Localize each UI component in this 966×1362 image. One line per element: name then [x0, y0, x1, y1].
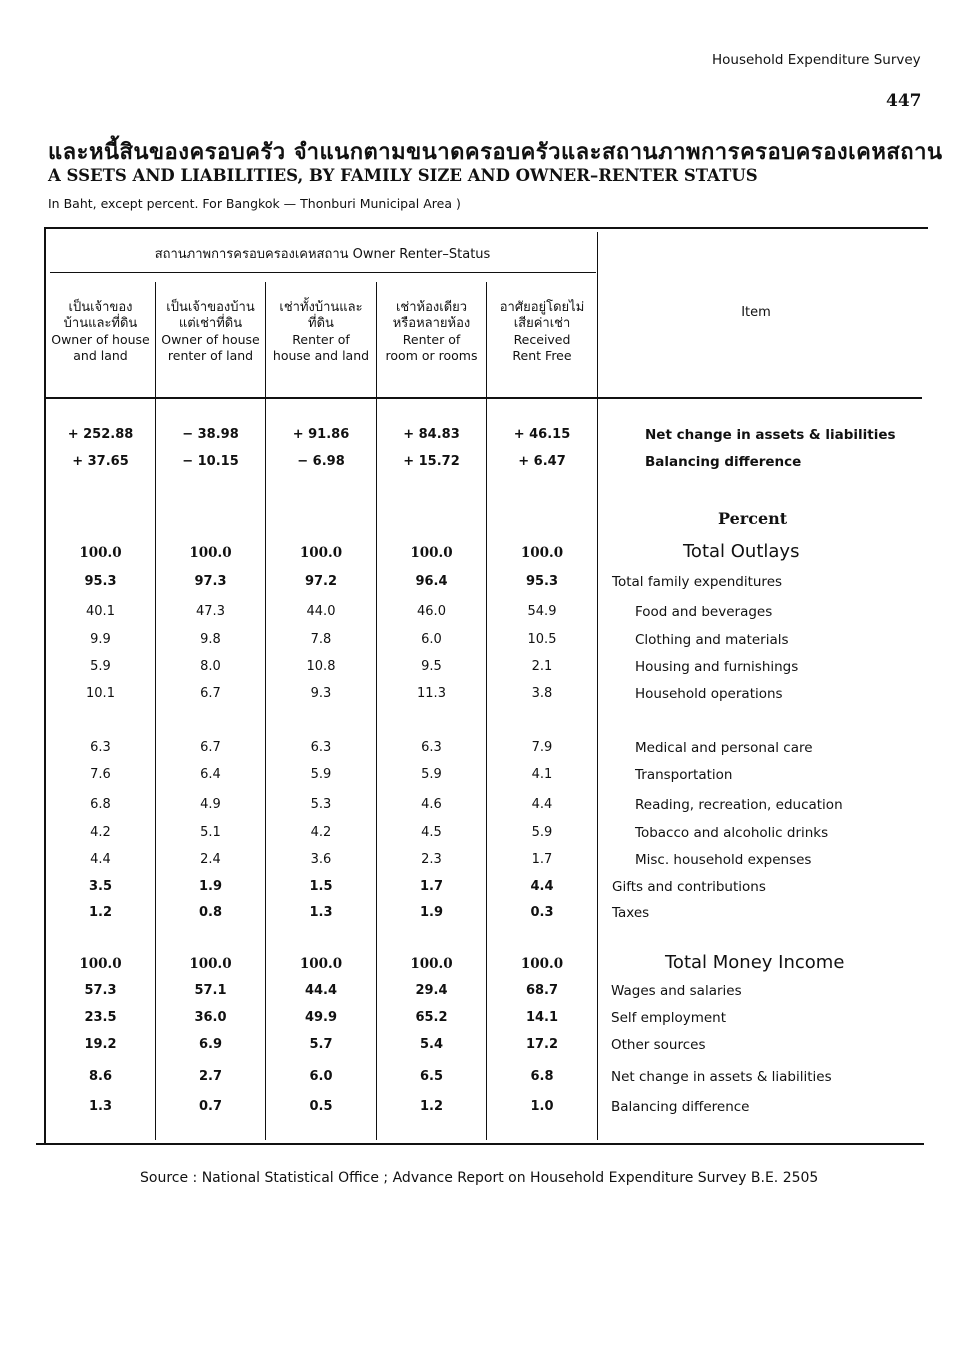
source-note: Source : National Statistical Office ; Advance Report on Household Expenditure Survey B.E. 2505	[140, 1170, 819, 1186]
table-cell: 65.2	[415, 1010, 448, 1025]
table-cell: 100.0	[189, 956, 232, 972]
table-cell: 6.5	[419, 1069, 444, 1084]
row-item-label: Total family expenditures	[612, 574, 783, 590]
table-cell: 6.8	[530, 1069, 554, 1084]
table-cell: 1.3	[309, 905, 333, 920]
status-header: สถานภาพการครอบครองเคหสถาน Owner Renter–Status	[154, 247, 491, 262]
table-cell: 4.4	[531, 797, 553, 812]
table-cell: 4.1	[531, 767, 553, 782]
table-cell: 100.0	[520, 956, 564, 972]
table-cell: 100.0	[410, 545, 453, 561]
column-header-5	[487, 300, 597, 364]
table-top-rule	[44, 227, 928, 229]
table-cell: 1.3	[88, 1099, 113, 1114]
row-item-label: Gifts and contributions	[612, 879, 766, 895]
item-header: Item	[741, 305, 771, 320]
column-header-thai-1: เป็นเจ้าของบ้าน	[166, 300, 255, 315]
table-cell: 3.6	[310, 852, 332, 867]
table-cell: 9.5	[421, 659, 442, 674]
column-header-1	[46, 300, 155, 364]
row-item-label: Taxes	[612, 905, 650, 921]
table-cell: 47.3	[196, 604, 225, 619]
column-header-en-2: renter of land	[167, 348, 254, 363]
column-header-thai-2: แต่เช่าที่ดิน	[178, 316, 243, 331]
row-item-label: Net change in assets & liabilities	[611, 1069, 832, 1085]
status-underline	[50, 272, 596, 273]
page-number: 447	[886, 91, 922, 111]
row-item-label: Total Money Income	[665, 952, 845, 973]
table-cell: 2.1	[531, 659, 553, 674]
row-item-label: Housing and furnishings	[635, 659, 799, 675]
table-cell: 54.9	[527, 604, 557, 619]
table-cell: 4.6	[421, 797, 442, 812]
table-cell: 4.2	[90, 825, 111, 840]
row-item-label: Clothing and materials	[635, 632, 789, 648]
table-cell: 4.4	[90, 852, 111, 867]
table-cell: 29.4	[415, 983, 448, 998]
row-item-label: Wages and salaries	[611, 983, 742, 999]
table-cell: 95.3	[84, 574, 117, 589]
item-column-divider	[597, 232, 598, 1140]
table-cell: 14.1	[525, 1010, 559, 1025]
table-cell: 10.1	[86, 686, 115, 701]
table-cell: 5.9	[531, 825, 553, 840]
row-item-label: Balancing difference	[645, 454, 802, 470]
table-cell: 6.3	[90, 740, 111, 755]
table-cell: 5.7	[309, 1037, 333, 1052]
table-cell: 9.3	[310, 686, 332, 701]
table-cell: 4.9	[200, 797, 221, 812]
table-cell: + 252.88	[67, 427, 134, 442]
table-cell: 57.1	[194, 983, 227, 998]
title-english: A SSETS AND LIABILITIES, BY FAMILY SIZE AND OWNER–RENTER STATUS	[48, 166, 758, 185]
table-cell: + 37.65	[72, 454, 129, 469]
row-item-label: Tobacco and alcoholic drinks	[635, 825, 829, 841]
row-item-label: Misc. household expenses	[635, 852, 812, 868]
table-cell: 100.0	[79, 545, 122, 561]
table-cell: 100.0	[189, 545, 232, 561]
table-cell: 7.6	[90, 767, 111, 782]
table-cell: 49.9	[304, 1010, 338, 1025]
table-cell: 4.4	[530, 879, 554, 894]
table-cell: 1.9	[419, 905, 444, 920]
column-header-thai-2: เสียค่าเช่า	[513, 316, 571, 331]
column-header-thai-2: หรือหลายห้อง	[392, 316, 471, 331]
row-item-label: Balancing difference	[611, 1099, 750, 1115]
table-cell: 6.7	[200, 686, 221, 701]
table-cell: 4.5	[421, 825, 442, 840]
table-cell: − 6.98	[297, 454, 345, 469]
row-item-label: Self employment	[611, 1010, 727, 1026]
table-cell: 5.3	[310, 797, 332, 812]
table-cell: 5.4	[419, 1037, 444, 1052]
table-cell: 6.4	[200, 767, 221, 782]
table-cell: 17.2	[525, 1037, 559, 1052]
table-cell: 95.3	[525, 574, 559, 589]
table-cell: 1.2	[88, 905, 113, 920]
table-cell: 100.0	[299, 956, 343, 972]
table-cell: 57.3	[84, 983, 117, 998]
row-item-label: Transportation	[635, 767, 733, 783]
table-cell: 11.3	[417, 686, 446, 701]
column-header-2	[156, 300, 265, 364]
table-cell: + 15.72	[403, 454, 460, 469]
table-cell: − 10.15	[182, 454, 239, 469]
table-cell: 19.2	[84, 1037, 117, 1052]
table-cell: 5.9	[310, 767, 332, 782]
table-cell: 10.5	[527, 632, 557, 647]
row-item-label: Total Outlays	[683, 541, 800, 562]
table-cell: 9.9	[90, 632, 111, 647]
table-cell: 0.8	[198, 905, 223, 920]
column-header-en-2: room or rooms	[385, 348, 478, 363]
row-item-label: Food and beverages	[635, 604, 773, 620]
table-cell: 100.0	[79, 956, 122, 972]
table-cell: 1.5	[309, 879, 333, 894]
table-cell: 40.1	[86, 604, 115, 619]
table-cell: 100.0	[299, 545, 343, 561]
table-cell: 46.0	[417, 604, 446, 619]
table-cell: 100.0	[520, 545, 564, 561]
table-cell: 4.2	[310, 825, 332, 840]
column-header-thai-2: บ้านและที่ดิน	[63, 316, 138, 331]
table-cell: 1.0	[530, 1099, 554, 1114]
table-cell: 5.9	[421, 767, 442, 782]
table-cell: 1.7	[531, 852, 553, 867]
table-cell: 2.4	[200, 852, 221, 867]
table-cell: 44.4	[304, 983, 338, 998]
table-cell: 97.2	[304, 574, 338, 589]
table-cell: 97.3	[194, 574, 227, 589]
running-head: Household Expenditure Survey	[712, 52, 921, 68]
table-cell: 3.5	[88, 879, 113, 894]
column-header-thai-2: ที่ดิน	[308, 316, 334, 331]
table-cell: 2.3	[421, 852, 442, 867]
table-cell: 6.0	[421, 632, 442, 647]
row-item-label: Other sources	[611, 1037, 706, 1053]
table-cell: 44.0	[306, 604, 336, 619]
column-header-4	[377, 300, 486, 364]
row-item-label: Percent	[718, 509, 788, 528]
table-cell: 23.5	[84, 1010, 117, 1025]
table-cell: + 91.86	[292, 427, 350, 442]
table-cell: 9.8	[200, 632, 221, 647]
column-header-3	[266, 300, 376, 364]
table-cell: 6.8	[90, 797, 111, 812]
column-header-en-2: house and land	[272, 348, 370, 363]
table-cell: 1.7	[419, 879, 444, 894]
table-cell: 3.8	[531, 686, 553, 701]
table-cell: 1.9	[198, 879, 223, 894]
table-cell: 0.7	[198, 1099, 223, 1114]
table-cell: 6.9	[198, 1037, 223, 1052]
table-cell: 10.8	[306, 659, 336, 674]
table-cell: 0.3	[530, 905, 554, 920]
table-cell: 6.7	[200, 740, 221, 755]
table-cell: 0.5	[309, 1099, 333, 1114]
column-header-en-1: Owner of house	[51, 332, 150, 347]
table-cell: 8.0	[200, 659, 221, 674]
column-header-en-2: and land	[73, 348, 128, 363]
table-cell: + 84.83	[403, 427, 460, 442]
table-cell: 8.6	[88, 1069, 113, 1084]
table-cell: + 6.47	[518, 454, 566, 469]
table-cell: 96.4	[415, 574, 448, 589]
table-cell: 5.9	[90, 659, 111, 674]
table-cell: 7.9	[531, 740, 553, 755]
column-header-en-2: Rent Free	[512, 348, 572, 363]
column-header-thai-1: อาศัยอยู่โดยไม่	[499, 300, 585, 315]
table-cell: + 46.15	[513, 427, 571, 442]
row-item-label: Medical and personal care	[635, 740, 813, 756]
column-header-en-1: Renter of	[402, 332, 461, 347]
header-bottom-rule	[44, 397, 922, 399]
column-header-en-1: Received	[513, 332, 571, 347]
table-cell: 100.0	[410, 956, 453, 972]
table-cell: − 38.98	[182, 427, 239, 442]
table-cell: 5.1	[200, 825, 221, 840]
subtitle: In Baht, except percent. For Bangkok — Thonburi Municipal Area )	[48, 196, 461, 211]
table-cell: 6.3	[421, 740, 442, 755]
table-cell: 6.3	[310, 740, 332, 755]
table-cell: 2.7	[198, 1069, 223, 1084]
table-bottom-rule	[36, 1143, 924, 1145]
column-header-en-1: Owner of house	[161, 332, 260, 347]
title-thai: และหนี้สินของครอบครัว จำแนกตามขนาดครอบครัวและสถานภาพการครอบครองเคหสถาน	[48, 140, 943, 165]
column-header-thai-1: เป็นเจ้าของ	[68, 300, 133, 315]
table-cell: 36.0	[194, 1010, 227, 1025]
table-cell: 6.0	[309, 1069, 333, 1084]
column-header-thai-1: เช่าห้องเดียว	[395, 300, 468, 315]
column-header-en-1: Renter of	[292, 332, 350, 347]
table-cell: 7.8	[310, 632, 332, 647]
row-item-label: Net change in assets & liabilities	[645, 427, 896, 443]
column-header-thai-1: เช่าทั้งบ้านและ	[279, 300, 363, 315]
row-item-label: Reading, recreation, education	[635, 797, 843, 813]
table-cell: 1.2	[419, 1099, 444, 1114]
table-cell: 68.7	[525, 983, 559, 998]
row-item-label: Household operations	[635, 686, 783, 702]
